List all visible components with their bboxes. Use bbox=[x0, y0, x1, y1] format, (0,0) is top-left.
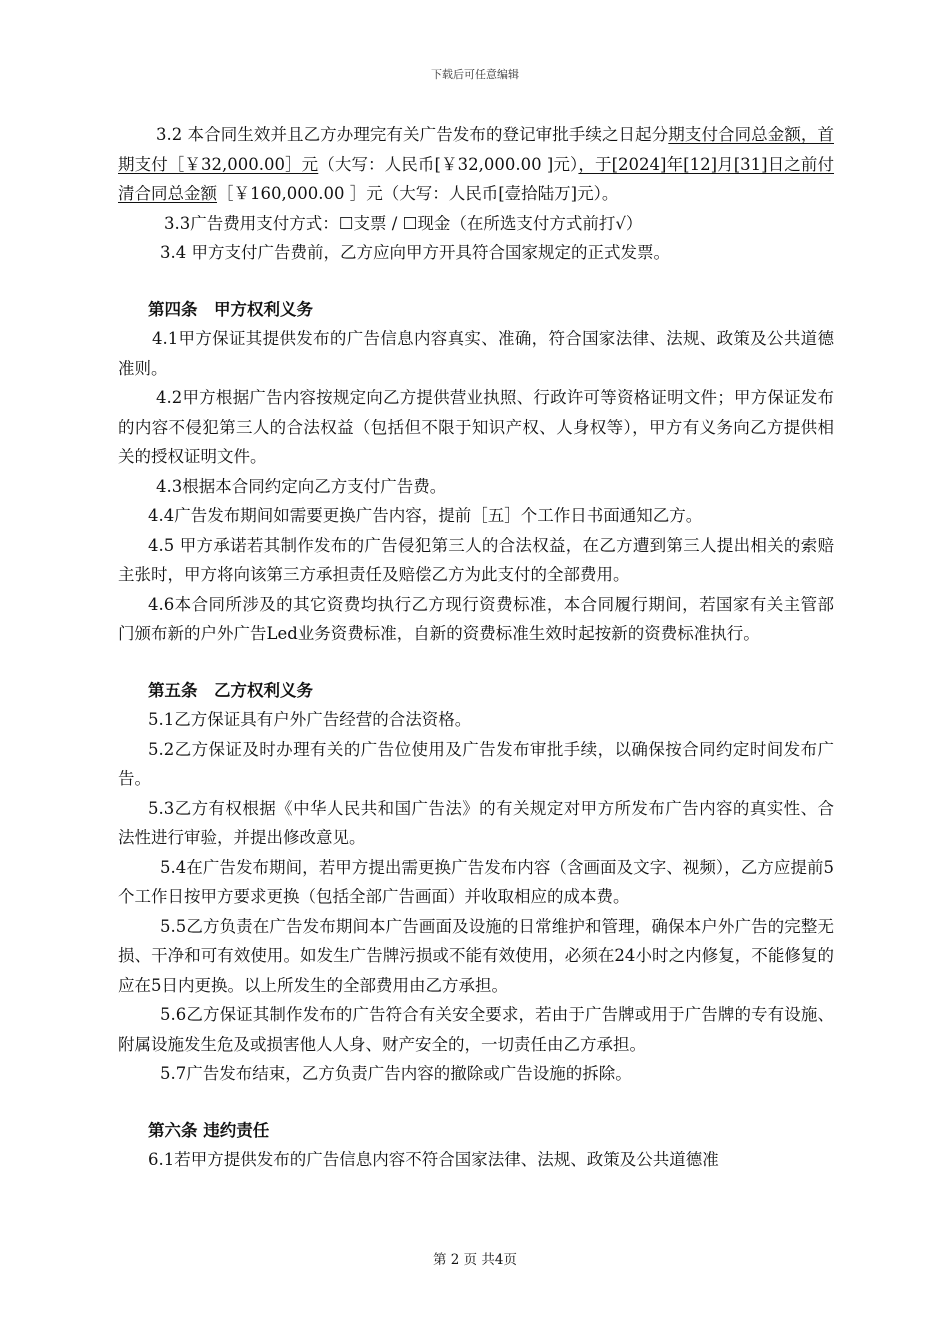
clause-5-3: 5.3乙方有权根据《中华人民共和国广告法》的有关规定对甲方所发布广告内容的真实性、合法性进行审验，并提出修改意见。 bbox=[118, 798, 834, 847]
clause-4-5: 4.5 甲方承诺若其制作发布的广告侵犯第三人的合法权益，在乙方遭到第三人提出相关的索赔主张时，甲方将向该第三方承担责任及赔偿乙方为此支付的全部费用。 bbox=[118, 535, 834, 584]
clause-4-1: 4.1甲方保证其提供发布的广告信息内容真实、准确，符合国家法律、法规、政策及公共道德准则。 bbox=[118, 329, 834, 378]
clause-3-2-part-e: ［￥160,000.00 ］元（大写：人民币[壹拾陆万]元）。 bbox=[217, 184, 619, 203]
section-5-title: 第五条 乙方权利义务 bbox=[148, 680, 313, 700]
clause-5-1: 5.1乙方保证具有户外广告经营的合法资格。 bbox=[148, 710, 472, 729]
clause-4-2: 4.2甲方根据广告内容按规定向乙方提供营业执照、行政许可等资格证明文件；甲方保证发布的内容不侵犯第三人的合法权益（包括但不限于知识产权、人身权等），甲方有义务向乙方提供相关的授权证明文件。 bbox=[118, 388, 834, 466]
clause-6-1: 6.1若甲方提供发布的广告信息内容不符合国家法律、法规、政策及公共道德准 bbox=[148, 1150, 719, 1169]
clause-5-4: 5.4在广告发布期间，若甲方提出需更换广告发布内容（含画面及文字、视频），乙方应提前5个工作日按甲方要求更换（包括全部广告画面）并收取相应的成本费。 bbox=[118, 857, 834, 906]
clause-3-4: 3.4 甲方支付广告费前，乙方应向甲方开具符合国家规定的正式发票。 bbox=[160, 243, 670, 262]
clause-3-2-part-c: （大写：人民币[￥32,000.00 ]元） bbox=[318, 154, 579, 174]
clause-5-7: 5.7广告发布结束，乙方负责广告内容的撤除或广告设施的拆除。 bbox=[160, 1064, 632, 1083]
clause-5-5: 5.5乙方负责在广告发布期间本广告画面及设施的日常维护和管理，确保本户外广告的完整无损、干净和可有效使用。如发生广告牌污损或不能有效使用，必须在24小时之内修复，不能修复的应在5日内更换。以上所发生的全部费用由乙方承担。 bbox=[118, 916, 834, 995]
clause-5-2: 5.2乙方保证及时办理有关的广告位使用及广告发布审批手续，以确保按合同约定时间发布广告。 bbox=[118, 739, 834, 788]
clause-4-4: 4.4广告发布期间如需要更换广告内容，提前［五］个工作日书面通知乙方。 bbox=[148, 506, 703, 525]
page-header: 下载后可任意编辑 bbox=[431, 68, 519, 81]
section-4-title: 第四条 甲方权利义务 bbox=[148, 299, 313, 319]
page-footer: 第 2 页 共4页 bbox=[432, 1252, 518, 1268]
clause-5-6: 5.6乙方保证其制作发布的广告符合有关安全要求，若由于广告牌或用于广告牌的专有设施、附属设施发生危及或损害他人人身、财产安全的，一切责任由乙方承担。 bbox=[118, 1005, 834, 1054]
clause-3-2 bbox=[118, 120, 834, 209]
clause-3-2-part-a: 3.2 本合同生效并且乙方办理完有关广告发布的登记审批手续之日起分 bbox=[156, 125, 669, 144]
document-body bbox=[118, 120, 834, 1175]
clause-3-3: 3.3广告费用支付方式：☐支票 / ☐现金（在所选支付方式前打√） bbox=[164, 213, 643, 233]
section-6-title: 第六条 违约责任 bbox=[148, 1120, 270, 1140]
clause-3-2-part-b: 期支付合同总金额，首期支付［￥32,000.00］元 bbox=[118, 125, 834, 174]
clause-4-6: 4.6本合同所涉及的其它资费均执行乙方现行资费标准，本合同履行期间，若国家有关主管部门颁布新的户外广告Led业务资费标准，自新的资费标准生效时起按新的资费标准执行。 bbox=[118, 594, 834, 643]
clause-3-2-part-d: ，于[2024]年[12]月[31]日之前付清合同总金额 bbox=[118, 154, 835, 203]
clause-4-3: 4.3根据本合同约定向乙方支付广告费。 bbox=[156, 476, 447, 496]
